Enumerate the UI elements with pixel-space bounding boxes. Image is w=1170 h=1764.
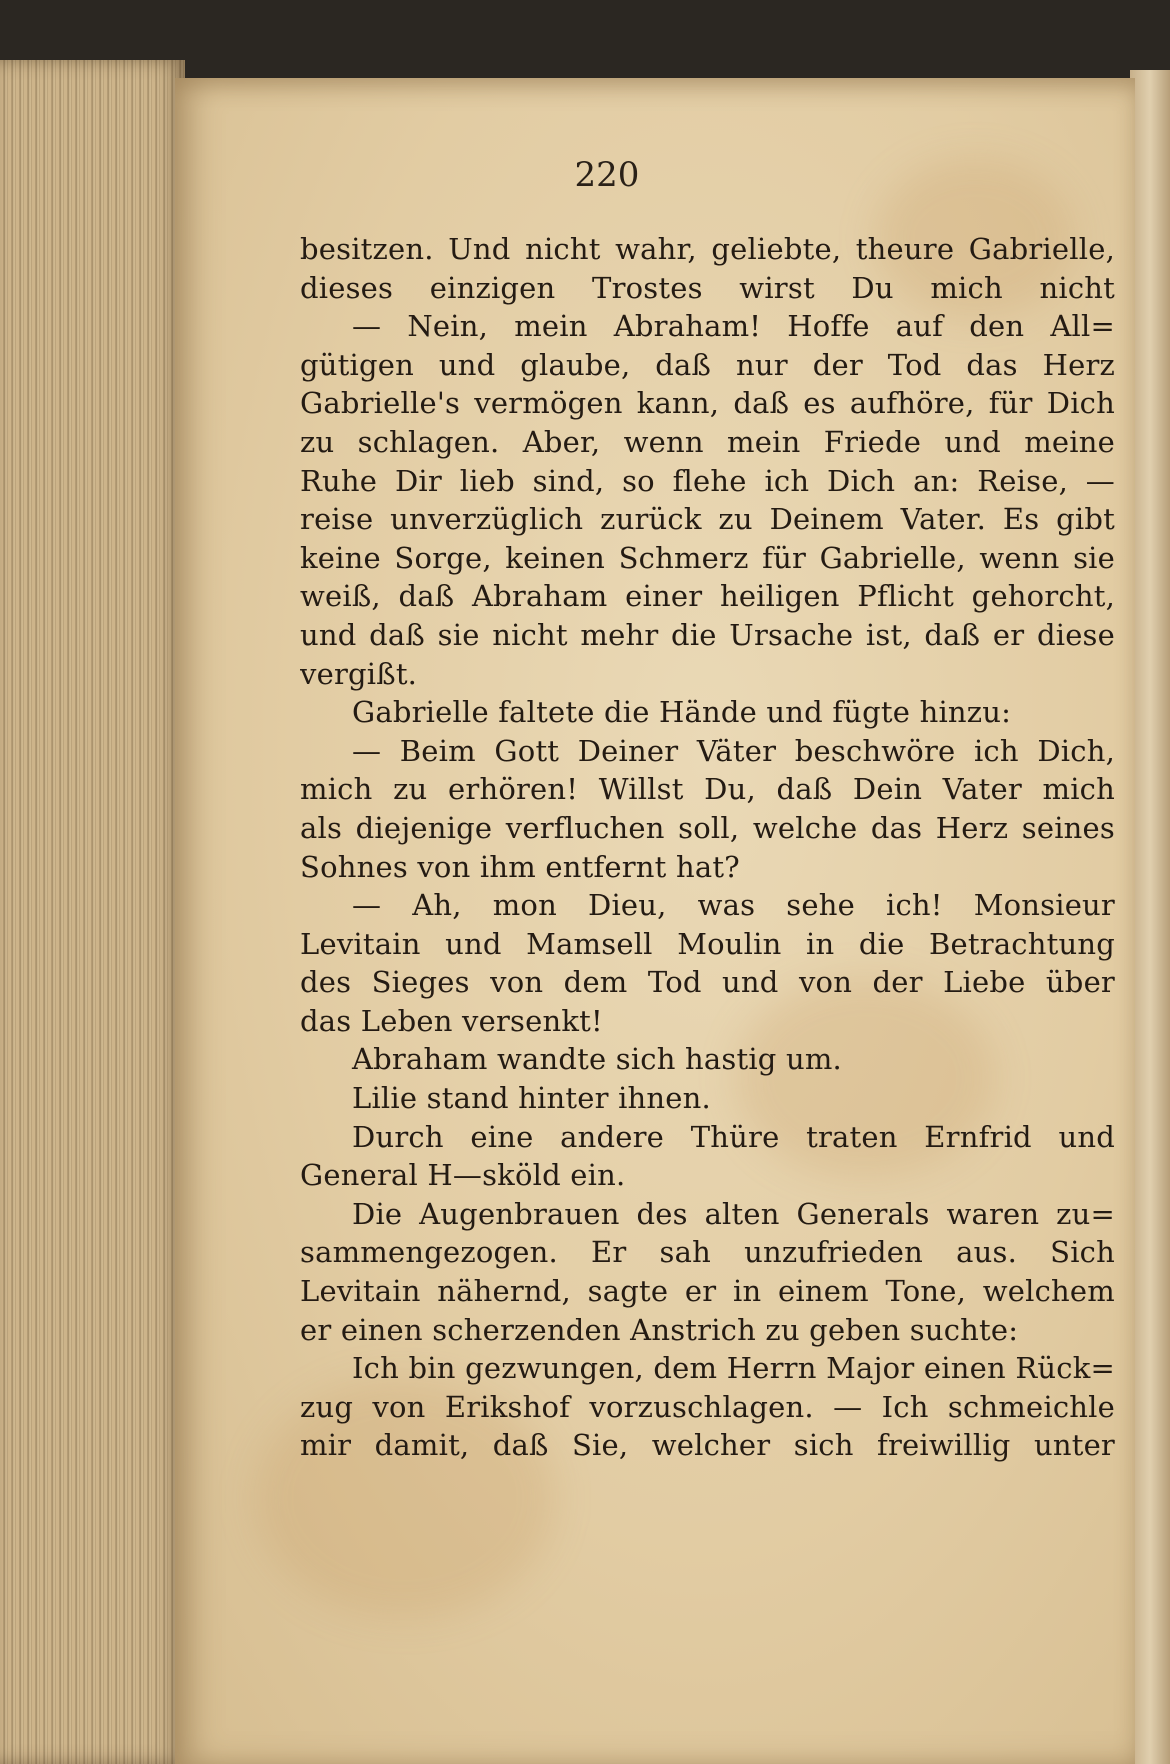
text-line: zug von Erikshof vorzuschlagen. — Ich schmeichle	[300, 1389, 1115, 1424]
text-line: das Leben versenkt!	[300, 1003, 603, 1038]
text-line: besitzen. Und nicht wahr, geliebte, theure Gabrielle,	[300, 232, 1115, 266]
text-line: Ruhe Dir lieb sind, so flehe ich Dich an: Reise, —	[300, 463, 1115, 498]
text-line: Ich bin gezwungen, dem Herrn Major einen Rück=	[352, 1351, 1115, 1386]
text-line: Die Augenbrauen des alten Generals waren zu=	[352, 1196, 1115, 1231]
text-line: Levitain nähernd, sagte er in einem Tone, welchem	[300, 1274, 1115, 1309]
text-line: General H—sköld ein.	[300, 1158, 626, 1193]
text-line: — Ah, mon Dieu, was sehe ich! Monsieur	[352, 888, 1115, 923]
text-line: mich zu erhören! Willst Du, daß Dein Vater mich	[300, 772, 1115, 807]
text-line: Gabrielle's vermögen kann, daß es aufhöre, für Dich	[300, 386, 1115, 421]
right-page-edge	[1130, 70, 1170, 1764]
text-line: — Nein, mein Abraham! Hoffe auf den All=	[352, 309, 1115, 344]
text-line: — Beim Gott Deiner Väter beschwöre ich Dich,	[352, 733, 1115, 768]
text-line: Durch eine andere Thüre traten Ernfrid und	[352, 1119, 1115, 1154]
text-line: dieses einzigen Trostes wirst Du mich nicht	[300, 270, 1115, 305]
text-line: er einen scherzenden Anstrich zu geben suchte:	[300, 1312, 1019, 1347]
text-line: vergißt.	[300, 656, 418, 691]
text-line: weiß, daß Abraham einer heiligen Pflicht gehorcht,	[300, 579, 1115, 614]
page-number: 220	[574, 155, 640, 195]
body-text	[300, 230, 1115, 1465]
text-line: und daß sie nicht mehr die Ursache ist, daß er diese	[300, 617, 1115, 652]
text-line: keine Sorge, keinen Schmerz für Gabrielle, wenn sie	[300, 540, 1115, 575]
text-line: sammengezogen. Er sah unzufrieden aus. Sich	[300, 1235, 1115, 1270]
text-line: Sohnes von ihm entfernt hat?	[300, 849, 740, 884]
text-line: Abraham wandte sich hastig um.	[352, 1042, 842, 1077]
page-stack-edge	[0, 60, 185, 1764]
text-line: des Sieges von dem Tod und von der Liebe über	[300, 965, 1115, 1000]
text-line: Gabrielle faltete die Hände und fügte hinzu:	[352, 695, 1012, 730]
text-line: gütigen und glaube, daß nur der Tod das Herz	[300, 347, 1115, 382]
text-line: Levitain und Mamsell Moulin in die Betrachtung	[300, 926, 1115, 961]
text-line: zu schlagen. Aber, wenn mein Friede und meine	[300, 424, 1115, 459]
text-line: als diejenige verfluchen soll, welche das Herz seines	[300, 810, 1115, 845]
text-line: mir damit, daß Sie, welcher sich freiwillig unter	[300, 1428, 1115, 1463]
text-line: Lilie stand hinter ihnen.	[352, 1081, 711, 1116]
text-line: reise unverzüglich zurück zu Deinem Vater. Es gibt	[300, 502, 1115, 537]
